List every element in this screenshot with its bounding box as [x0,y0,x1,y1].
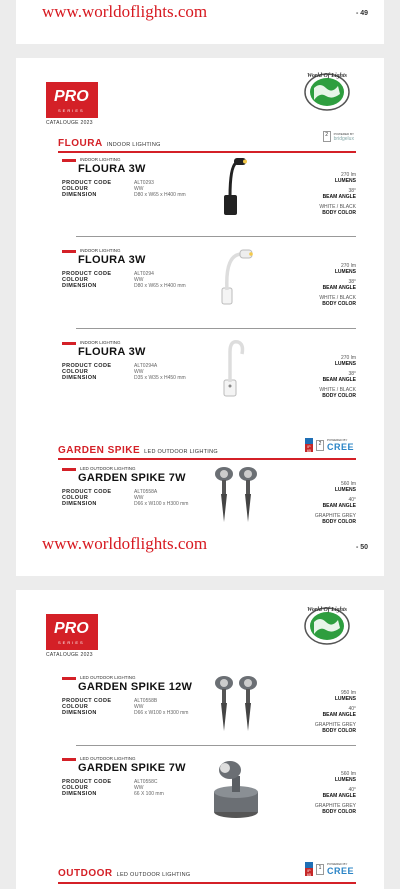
beam-angle-value: 38° [348,188,356,195]
section-title-garden-spike [58,445,218,456]
powered-by-block [334,132,354,142]
lumens-value: 950 lm [340,690,356,696]
warranty-badge-icon: 2 [316,440,324,451]
product-card-alt0294[interactable] [58,250,356,330]
colour-value: WW [134,785,144,791]
product-category: INDOOR LIGHTING [80,248,121,253]
colour-label: COLOUR [62,785,89,791]
body-color-label: BODY COLOR [322,392,356,399]
section-badges [305,438,354,452]
lumens-value: 560 lm [340,481,356,487]
section-title-floura [58,138,161,149]
spec-block [315,772,356,816]
ip-badge-icon [305,862,313,876]
divider [76,236,356,237]
beam-angle-value: 40° [348,497,356,504]
dimension-label: DIMENSION [62,375,97,381]
spec-block [315,691,356,735]
section-subtitle: LED OUTDOOR LIGHTING [116,872,191,878]
product-code-value: ALT0294 [134,271,154,277]
colour-label: COLOUR [62,369,89,375]
product-name: GARDEN SPIKE 7W [78,762,186,774]
spike-image-icon [204,462,274,532]
ip-badge-text: IP 65 [305,868,313,876]
lumens-label: LUMENS [334,360,356,367]
section-title-text: FLOURA [58,138,103,149]
product-code-value: ALT0558C [134,779,158,785]
spec-values [134,180,186,198]
dimension-label: DIMENSION [62,192,97,198]
section-badges [305,862,354,876]
colour-value: WW [134,495,144,501]
colour-label: COLOUR [62,277,89,283]
divider [76,745,356,746]
section-title-text: OUTDOOR [58,868,113,879]
product-code-label: PRODUCT CODE [62,363,112,369]
logo-pro-text: PRO [54,88,89,105]
lumens-label: LUMENS [334,177,356,184]
body-color-label: BODY COLOR [322,300,356,307]
beam-angle-value: 40° [348,787,356,794]
ip-badge-text: IP 65 [305,444,313,452]
lamp-image-icon [208,336,278,406]
product-category: LED OUTDOOR LIGHTING [80,675,136,680]
catalogue-page-50 [16,58,384,576]
beam-angle-label: BEAM ANGLE [322,193,356,200]
lumens-label: LUMENS [334,486,356,493]
body-color-label: BODY COLOR [322,808,356,815]
website-watermark[interactable]: www.worldoflights.com [42,2,208,21]
globe-logo-icon [300,68,354,112]
product-code-label: PRODUCT CODE [62,271,112,277]
spec-labels [62,698,111,716]
pro-series-logo [46,614,98,650]
lumens-label: LUMENS [334,695,356,702]
body-color-label: BODY COLOR [322,727,356,734]
spec-values [134,363,186,381]
spec-labels [62,180,111,198]
powered-by-block [327,438,354,452]
warranty-badge-icon: 2 [323,131,331,142]
beam-angle-label: BEAM ANGLE [322,711,356,718]
bridgelux-logo: bridgelux [333,135,354,142]
spec-labels [62,271,111,289]
dimension-label: DIMENSION [62,283,97,289]
dimension-label: DIMENSION [62,710,97,716]
section-badges [323,131,354,142]
product-code-value: ALT0294A [134,363,158,369]
product-name: FLOURA 3W [78,254,146,266]
catalogue-page-49 [16,0,384,44]
section-rule [58,458,356,460]
powered-by-label: POWERED BY [326,438,348,442]
product-code-label: PRODUCT CODE [62,489,112,495]
warranty-badge-icon: 1 [316,864,324,875]
globe-logo-text: World Of Lights [307,73,347,79]
product-category: LED OUTDOOR LIGHTING [80,756,136,761]
spec-labels [62,779,111,797]
product-code-label: PRODUCT CODE [62,698,112,704]
beam-angle-label: BEAM ANGLE [322,792,356,799]
lumens-label: LUMENS [334,268,356,275]
product-name: FLOURA 3W [78,346,146,358]
ip-badge-icon [305,438,313,452]
beam-angle-value: 38° [348,279,356,286]
beam-angle-label: BEAM ANGLE [322,284,356,291]
spec-values [134,698,188,716]
cree-logo: CREE [326,442,354,452]
category-bar [62,758,76,761]
product-card-alt0293[interactable] [58,159,356,239]
body-color-value: WHITE / BLACK [319,204,356,211]
catalogue-page-51 [16,590,384,889]
spec-values [134,779,164,797]
section-rule [58,151,356,153]
product-code-value: ALT0558B [134,698,158,704]
spec-block [315,482,356,526]
body-color-value: WHITE / BLACK [319,295,356,302]
spec-block [319,173,356,217]
body-color-label: BODY COLOR [322,209,356,216]
logo-series-text: SERIES [58,640,85,645]
powered-by-block [327,862,354,876]
category-bar [62,468,76,471]
lamp-image-icon [208,153,278,223]
beam-angle-label: BEAM ANGLE [322,502,356,509]
product-category: INDOOR LIGHTING [80,157,121,162]
page-number: - 50 [355,544,368,551]
dimension-label: DIMENSION [62,791,97,797]
page-number: - 49 [355,10,368,17]
colour-label: COLOUR [62,704,89,710]
category-bar [62,342,76,345]
product-name: GARDEN SPIKE 7W [78,472,186,484]
globe-logo-icon [300,602,354,646]
powered-by-label: POWERED BY [333,131,354,136]
section-rule [58,882,356,884]
product-code-value: ALT0558A [134,489,158,495]
colour-value: WW [134,704,144,710]
spec-labels [62,489,111,507]
section-title-text: GARDEN SPIKE [58,445,141,456]
dimension-label: DIMENSION [62,501,97,507]
dimension-value: D35 x W35 x H450 mm [134,375,186,381]
product-card-alt0558c[interactable] [58,758,356,838]
body-color-value: GRAPHITE GREY [314,722,356,729]
category-bar [62,250,76,253]
section-subtitle: INDOOR LIGHTING [106,142,161,148]
dimension-value: D66 x W100 x H300 mm [134,710,189,716]
dimension-value: 66 X 100 mm [134,791,164,797]
globe-logo-text: World Of Lights [307,607,347,613]
spec-block [319,264,356,308]
dimension-value: D80 x W65 x H400 mm [134,283,186,289]
product-card-alt0294a[interactable] [58,342,356,422]
dimension-value: D66 x W100 x H300 mm [134,501,189,507]
product-name: GARDEN SPIKE 12W [78,681,193,693]
spec-values [134,271,186,289]
body-color-value: GRAPHITE GREY [314,513,356,520]
beam-angle-value: 38° [348,371,356,378]
product-category: LED OUTDOOR LIGHTING [80,466,136,471]
category-bar [62,677,76,680]
cree-logo: CREE [326,866,354,876]
colour-label: COLOUR [62,495,89,501]
body-color-label: BODY COLOR [322,518,356,525]
lumens-value: 270 lm [340,355,356,361]
colour-label: COLOUR [62,186,89,192]
lumens-value: 560 lm [340,771,356,777]
colour-value: WW [134,277,144,283]
colour-value: WW [134,369,144,375]
lumens-value: 270 lm [340,263,356,269]
lumens-label: LUMENS [334,776,356,783]
website-watermark[interactable]: www.worldoflights.com [42,534,208,553]
spec-labels [62,363,111,381]
powered-by-label: POWERED BY [326,862,348,866]
spike-image-icon [204,754,274,824]
body-color-value: GRAPHITE GREY [314,803,356,810]
catalogue-year: CATALOUGE 2023 [46,652,93,658]
beam-angle-value: 40° [348,706,356,713]
spec-block [319,356,356,400]
beam-angle-label: BEAM ANGLE [322,376,356,383]
body-color-value: WHITE / BLACK [319,387,356,394]
pro-series-logo [46,82,98,118]
category-bar [62,159,76,162]
section-title-outdoor [58,868,190,879]
colour-value: WW [134,186,144,192]
logo-series-text: SERIES [58,108,85,113]
catalogue-year: CATALOUGE 2023 [46,120,93,126]
product-code-value: ALT0293 [134,180,154,186]
dimension-value: D80 x W65 x H400 mm [134,192,186,198]
product-code-label: PRODUCT CODE [62,180,112,186]
product-code-label: PRODUCT CODE [62,779,112,785]
logo-pro-text: PRO [54,620,89,637]
spike-image-icon [204,671,274,741]
lamp-image-icon [208,244,278,314]
divider [76,328,356,329]
spec-values [134,489,188,507]
lumens-value: 270 lm [340,172,356,178]
section-subtitle: LED OUTDOOR LIGHTING [144,449,218,455]
product-category: INDOOR LIGHTING [80,340,121,345]
product-name: FLOURA 3W [78,163,146,175]
